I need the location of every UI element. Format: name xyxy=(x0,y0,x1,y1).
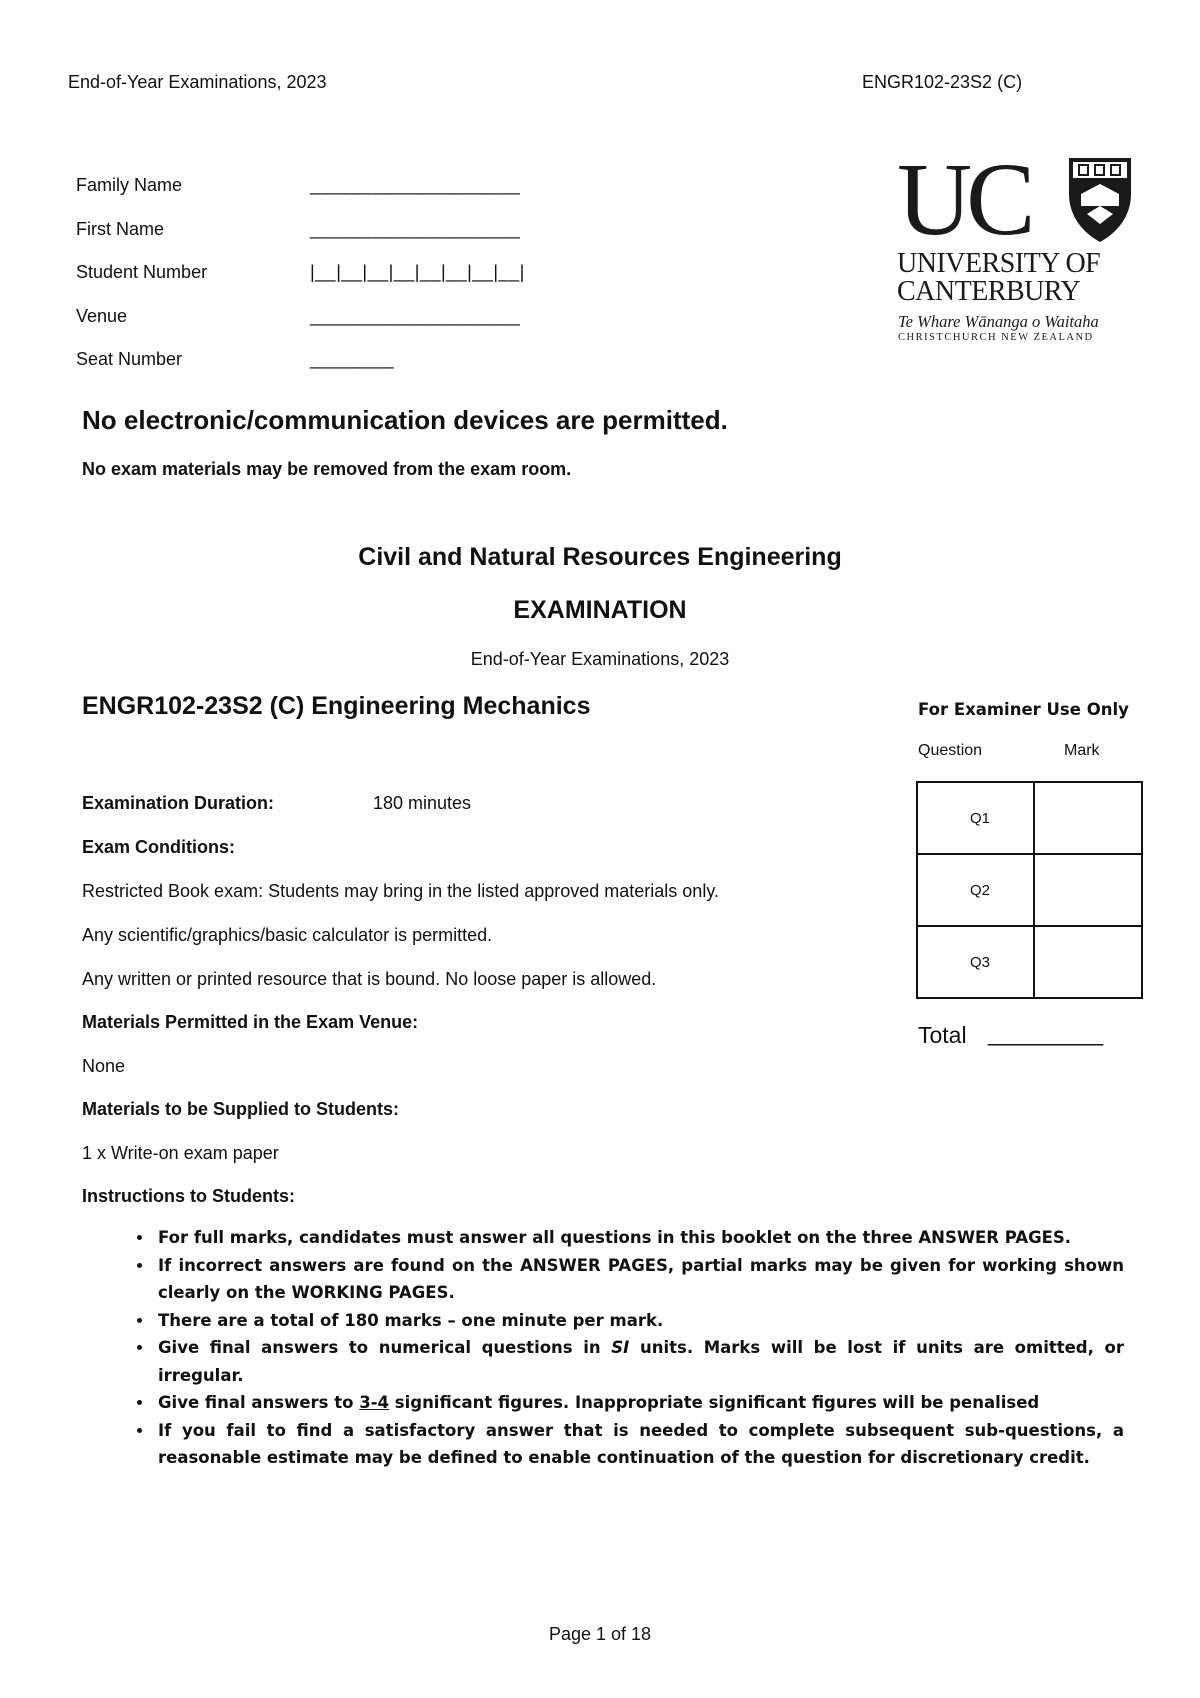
list-item xyxy=(154,1252,1124,1307)
table-row xyxy=(917,926,1142,998)
header-left: End-of-Year Examinations, 2023 xyxy=(68,72,327,92)
duration-value: 180 minutes xyxy=(373,793,472,813)
instruction-text: significant figures. Inappropriate significant figures will be penalised xyxy=(389,1393,1040,1412)
table-row xyxy=(917,782,1142,854)
duration-label: Examination Duration: xyxy=(82,793,275,813)
examiner-heading: For Examiner Use Only xyxy=(918,700,1129,719)
condition-item: Any written or printed resource that is bound. No loose paper is allowed. xyxy=(82,969,657,989)
condition-item: Restricted Book exam: Students may bring in the listed approved materials only. xyxy=(82,881,719,901)
university-logo xyxy=(895,142,1135,352)
question-cell: Q2 xyxy=(917,854,1034,926)
examiner-col-question: Question xyxy=(918,742,983,759)
permitted-value: None xyxy=(82,1056,126,1076)
permitted-label: Materials Permitted in the Exam Venue: xyxy=(82,1012,419,1032)
list-item xyxy=(154,1224,1124,1252)
logo-line2: CANTERBURY xyxy=(897,276,1081,307)
page-number: Page 1 of 18 xyxy=(548,1624,652,1644)
mark-cell xyxy=(1034,854,1142,926)
student-number-label: Student Number xyxy=(76,262,208,282)
course-title: ENGR102-23S2 (C) Engineering Mechanics xyxy=(82,692,591,720)
mark-cell xyxy=(1034,926,1142,998)
materials-notice: No exam materials may be removed from the exam room. xyxy=(82,459,572,479)
instructions-list xyxy=(120,1224,1124,1472)
logo-maori: Te Whare Wānanga o Waitaha xyxy=(898,312,1099,331)
header-right: ENGR102-23S2 (C) xyxy=(862,72,1023,92)
instructions-label: Instructions to Students: xyxy=(82,1186,295,1206)
logo-uc: UC xyxy=(897,142,1030,257)
instruction-text: For full marks, candidates must answer all questions in this booklet on the three ANSWER PAGES. xyxy=(158,1228,1072,1247)
instruction-text: If incorrect answers are found on the ANSWER PAGES, partial marks may be given for working shown clearly on the WORKING PAGES. xyxy=(158,1255,1124,1302)
family-name-label: Family Name xyxy=(76,175,183,195)
department-title: Civil and Natural Resources Engineering xyxy=(358,543,842,571)
logo-city: CHRISTCHURCH NEW ZEALAND xyxy=(898,332,1094,343)
question-cell: Q1 xyxy=(917,782,1034,854)
list-item xyxy=(154,1307,1124,1335)
instruction-text: There are a total of 180 marks – one minute per mark. xyxy=(158,1310,664,1330)
table-row xyxy=(917,854,1142,926)
mark-cell xyxy=(1034,782,1142,854)
family-name-field[interactable]: ____________________ xyxy=(310,175,521,195)
question-cell: Q3 xyxy=(917,926,1034,998)
first-name-label: First Name xyxy=(76,219,165,239)
session-title: End-of-Year Examinations, 2023 xyxy=(470,649,730,669)
instruction-text: Give final answers to xyxy=(158,1393,360,1412)
condition-item: Any scientific/graphics/basic calculator is permitted. xyxy=(82,925,493,945)
instruction-text: units. Marks will be lost if units are omitted, or irregular. xyxy=(158,1338,1124,1385)
examiner-marks-table xyxy=(916,781,1143,999)
logo-line1: UNIVERSITY OF xyxy=(897,248,1101,279)
list-item xyxy=(154,1417,1124,1472)
instruction-sigfig: 3-4 xyxy=(359,1393,390,1412)
total-label: Total xyxy=(918,1022,967,1048)
supplied-label: Materials to be Supplied to Students: xyxy=(82,1099,400,1119)
instruction-text: Give final answers to numerical questions in xyxy=(158,1338,612,1357)
list-item xyxy=(154,1389,1124,1417)
instruction-text: If you fail to find a satisfactory answer that is needed to complete subsequent sub-questions, a reasonable estimate may be defined to enable continuation of the question for discretionary credit. xyxy=(158,1420,1124,1467)
venue-field[interactable]: ____________________ xyxy=(310,306,521,326)
venue-label: Venue xyxy=(76,306,128,326)
student-number-field[interactable]: |__|__|__|__|__|__|__|__| xyxy=(310,262,525,282)
seat-number-field[interactable]: ________ xyxy=(310,349,395,369)
conditions-label: Exam Conditions: xyxy=(82,837,236,857)
crest-icon xyxy=(1065,154,1135,244)
first-name-field[interactable]: ____________________ xyxy=(310,219,521,239)
supplied-value: 1 x Write-on exam paper xyxy=(82,1143,279,1163)
total-blank: _________ xyxy=(988,1020,1104,1046)
seat-number-label: Seat Number xyxy=(76,349,183,369)
devices-notice: No electronic/communication devices are permitted. xyxy=(82,405,728,435)
list-item xyxy=(154,1334,1124,1389)
examiner-col-mark: Mark xyxy=(1064,742,1100,759)
instruction-si: SI xyxy=(611,1338,630,1357)
exam-type-title: EXAMINATION xyxy=(513,596,687,624)
